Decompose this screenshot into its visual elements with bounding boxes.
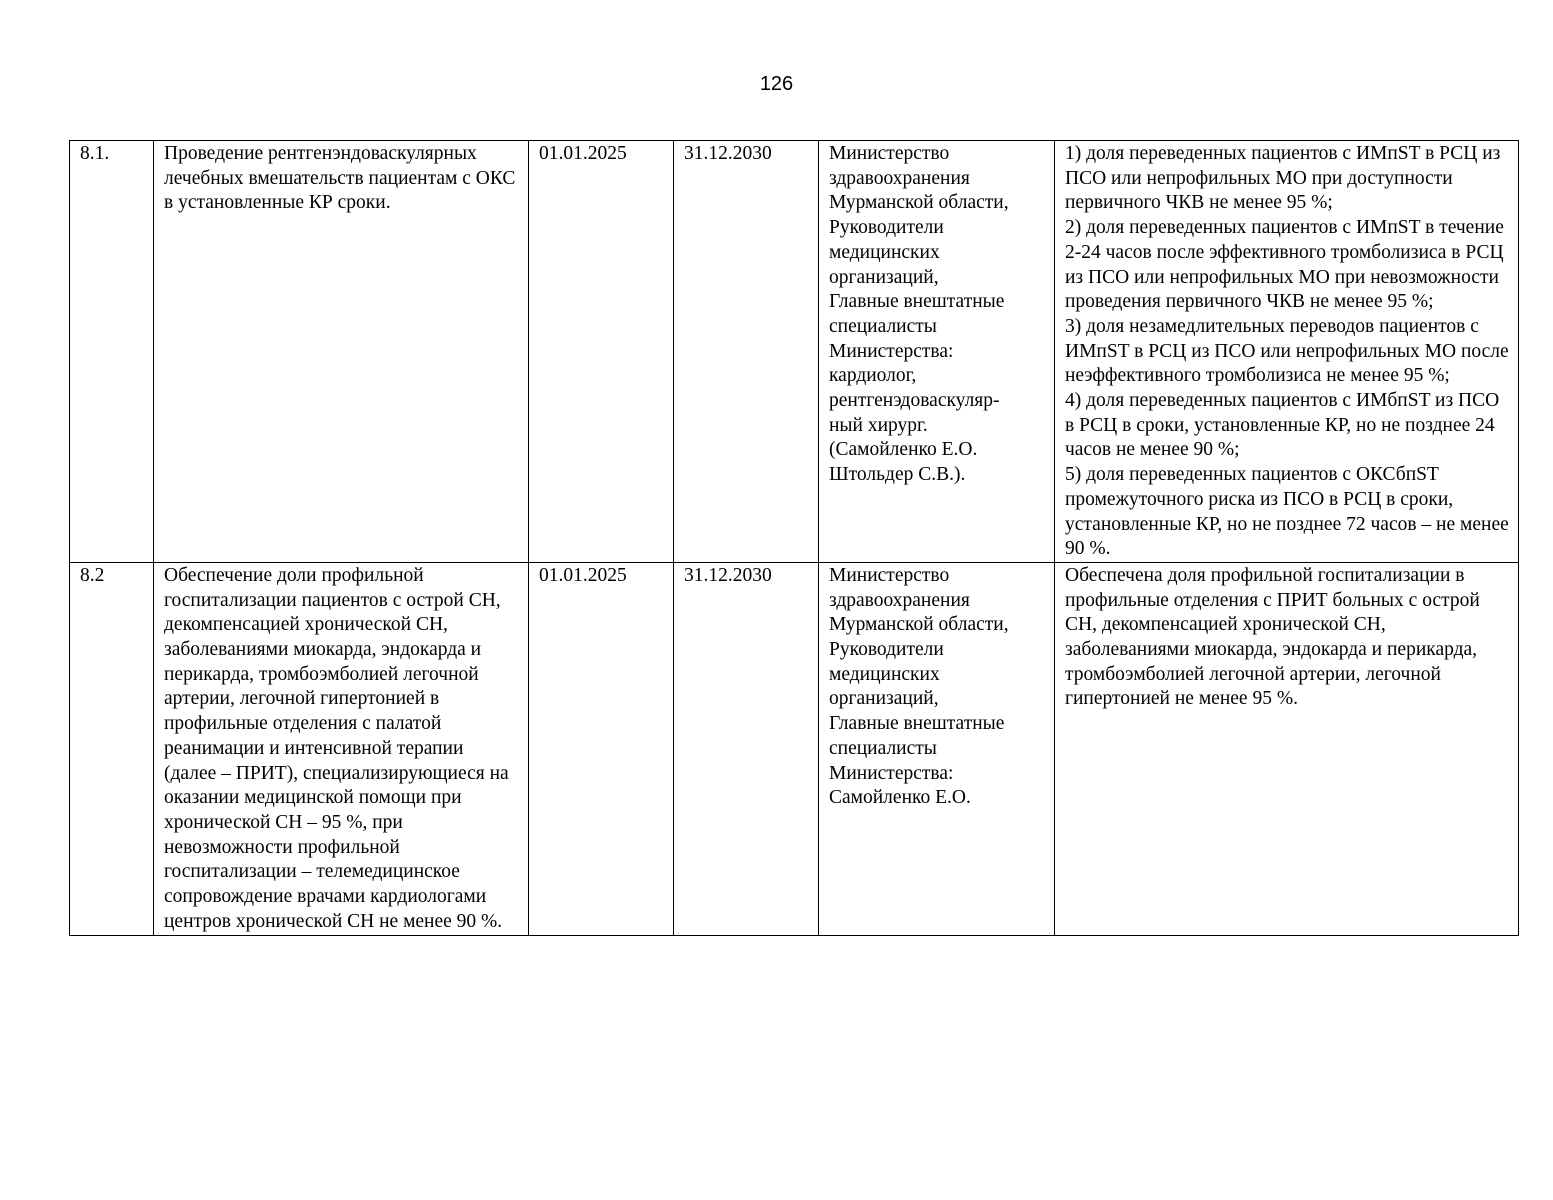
row-number: 8.1. — [70, 141, 154, 563]
start-date-cell: 01.01.2025 — [529, 141, 674, 563]
responsible-cell: Министерство здравоохранения Мурманской области, Руководители медицинских организаций, Главные внештатные специалисты Министерства: Самойленко Е.О. — [819, 562, 1055, 935]
activity-cell: Проведение рентгенэндоваскулярных лечебных вмешательств пациентам с ОКС в установленные КР сроки. — [154, 141, 529, 563]
page-number: 126 — [759, 73, 794, 95]
result-cell: 1) доля переведенных пациентов с ИМпST в РСЦ из ПСО или непрофильных МО при доступности первичного ЧКВ не менее 95 %; 2) доля переведенных пациентов с ИМпST в течение 2-24 часов после эффективного тромболизиса в РСЦ из ПСО или непрофильных МО при невозможности проведения первичного ЧКВ не менее 95 %; 3) доля незамедлительных переводов пациентов с ИМпST в РСЦ из ПСО или непрофильных МО после неэффективного тромболизиса не менее 95 %; 4) доля переведенных пациентов с ИМбпST из ПСО в РСЦ в сроки, установленные КР, но не позднее 24 часов не менее 90 %; 5) доля переведенных пациентов с ОКСбпST промежуточного риска из ПСО в РСЦ в сроки, установленные КР, но не позднее 72 часов – не менее 90 %. — [1055, 141, 1519, 563]
end-date-cell: 31.12.2030 — [674, 141, 819, 563]
row-number: 8.2 — [70, 562, 154, 935]
activity-cell: Обеспечение доли профильной госпитализации пациентов с острой СН, декомпенсацией хронической СН, заболеваниями миокарда, эндокарда и перикарда, тромбоэмболией легочной артерии, легочной гипертонией в профильные отделения с палатой реанимации и интенсивной терапии (далее – ПРИТ), специализирующиеся на оказании медицинской помощи при хронической СН – 95 %, при невозможности профильной госпитализации – телемедицинское сопровождение врачами кардиологами центров хронической СН не менее 90 %. — [154, 562, 529, 935]
table-row — [70, 141, 1519, 563]
start-date-cell: 01.01.2025 — [529, 562, 674, 935]
table-row — [70, 562, 1519, 935]
result-cell: Обеспечена доля профильной госпитализации в профильные отделения с ПРИТ больных с острой СН, декомпенсацией хронической СН, заболеваниями миокарда, эндокарда и перикарда, тромбоэмболией легочной артерии, легочной гипертонией не менее 95 %. — [1055, 562, 1519, 935]
end-date-cell: 31.12.2030 — [674, 562, 819, 935]
responsible-cell: Министерство здравоохранения Мурманской области, Руководители медицинских организаций, Главные внештатные специалисты Министерства: кардиолог, рентгенэдоваскуляр- ный хирург. (Самойленко Е.О. Штольдер С.В.). — [819, 141, 1055, 563]
measures-table — [69, 140, 1519, 936]
